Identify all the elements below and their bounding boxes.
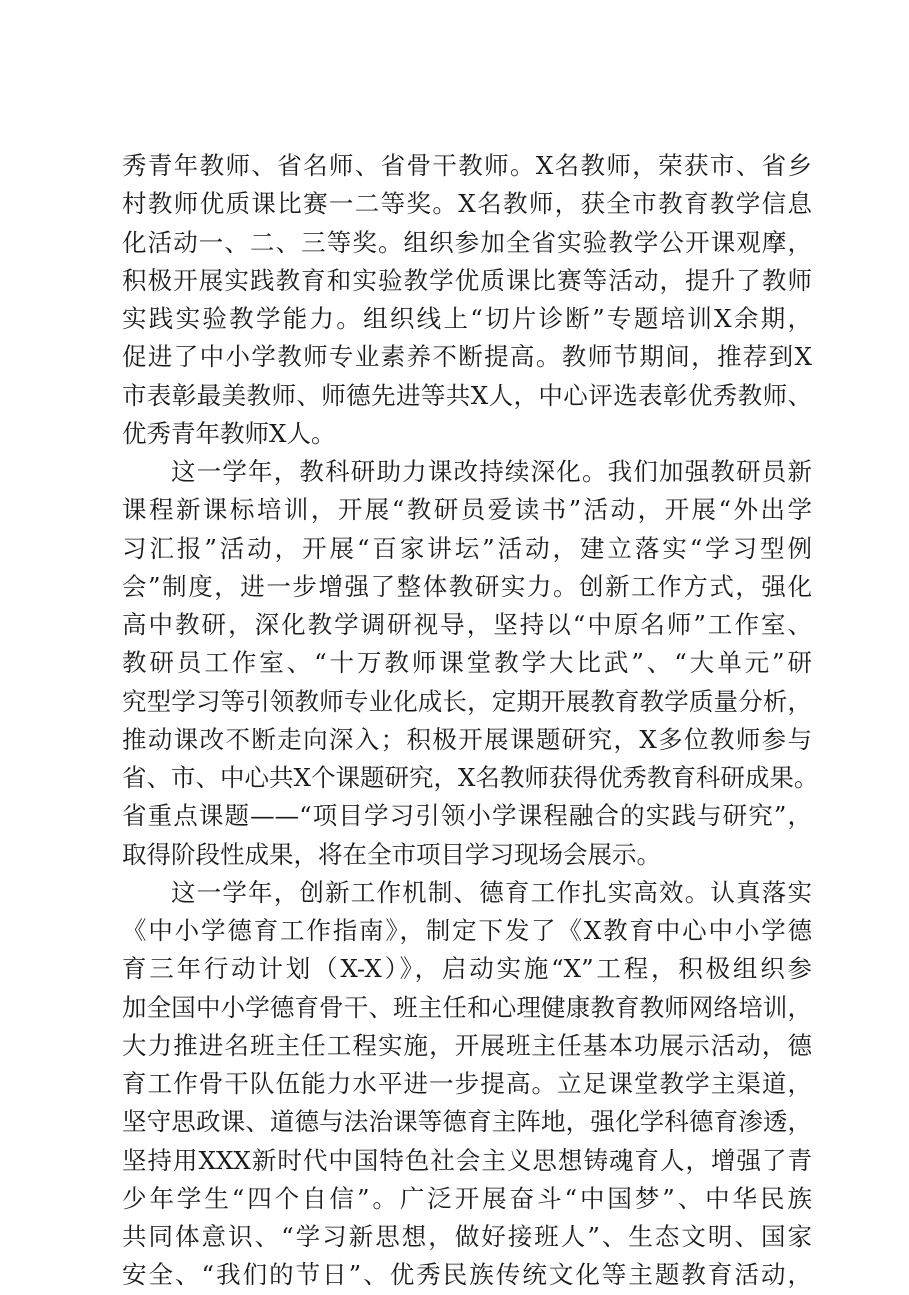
document-body [122, 147, 819, 1295]
text-line: 坚守思政课、道德与法治课等德育主阵地，强化学科德育渗透， [122, 1107, 812, 1137]
text-line: 《中小学德育工作指南》，制定下发了《X教育中心中小学德 [122, 916, 812, 945]
paragraph-first-line: 这一学年，创新工作机制、德育工作扎实高效。认真落实 [171, 877, 812, 907]
text-line: 化活动一、二、三等奖。组织参加全省实验教学公开课观摩， [122, 227, 812, 257]
text-line: 会”制度，进一步增强了整体教研实力。创新工作方式，强化 [122, 571, 812, 601]
text-line: 促进了中小学教师专业素养不断提高。教师节期间，推荐到X [122, 342, 812, 372]
text-line: 取得阶段性成果，将在全市项目学习现场会展示。 [122, 839, 661, 869]
text-line: 省重点课题——“项目学习引领小学课程融合的实践与研究”， [122, 801, 812, 831]
text-line: 习汇报”活动，开展“百家讲坛”活动，建立落实“学习型例 [122, 533, 812, 563]
text-line: 省、市、中心共X个课题研究，X名教师获得优秀教育科研成果。 [122, 763, 819, 792]
text-line: 积极开展实践教育和实验教学优质课比赛等活动，提升了教师 [122, 265, 812, 295]
text-line: 高中教研，深化教学调研视导，坚持以“中原名师”工作室、 [122, 610, 812, 639]
text-line: 大力推进名班主任工程实施，开展班主任基本功展示活动，德 [122, 1030, 812, 1060]
text-line: 坚持用XXX新时代中国特色社会主义思想铸魂育人，增强了青 [122, 1145, 812, 1175]
text-line: 加全国中小学德育骨干、班主任和心理健康教育教师网络培训， [122, 992, 812, 1022]
text-line: 课程新课标培训，开展“教研员爱读书”活动，开展“外出学 [122, 495, 812, 525]
paragraph-first-line: 这一学年，教科研助力课改持续深化。我们加强教研员新 [171, 457, 812, 486]
text-line: 究型学习等引领教师专业化成长，定期开展教育教学质量分析， [122, 686, 812, 716]
text-line: 安全、“我们的节日”、优秀民族传统文化等主题教育活动， [122, 1260, 812, 1290]
text-line: 市表彰最美教师、师德先进等共X人，中心评选表彰优秀教师、 [122, 380, 812, 410]
text-line: 实践实验教学能力。组织线上“切片诊断”专题培训X余期， [122, 304, 812, 333]
text-line: 秀青年教师、省名师、省骨干教师。X名教师，荣获市、省乡 [122, 151, 812, 180]
text-line: 育工作骨干队伍能力水平进一步提高。立足课堂教学主渠道， [122, 1069, 812, 1098]
text-line: 推动课改不断走向深入；积极开展课题研究，X多位教师参与 [122, 724, 812, 754]
text-line: 少年学生“四个自信”。广泛开展奋斗“中国梦”、中华民族 [122, 1183, 812, 1213]
text-line: 优秀青年教师X人。 [122, 418, 336, 448]
text-line: 共同体意识、“学习新思想，做好接班人”、生态文明、国家 [122, 1222, 812, 1251]
text-line: 育三年行动计划（X-X）》，启动实施“X”工程，积极组织参 [122, 954, 812, 984]
text-line: 村教师优质课比赛一二等奖。X名教师，获全市教育教学信息 [122, 189, 812, 219]
text-line: 教研员工作室、“十万教师课堂教学大比武”、“大单元”研 [122, 648, 812, 678]
